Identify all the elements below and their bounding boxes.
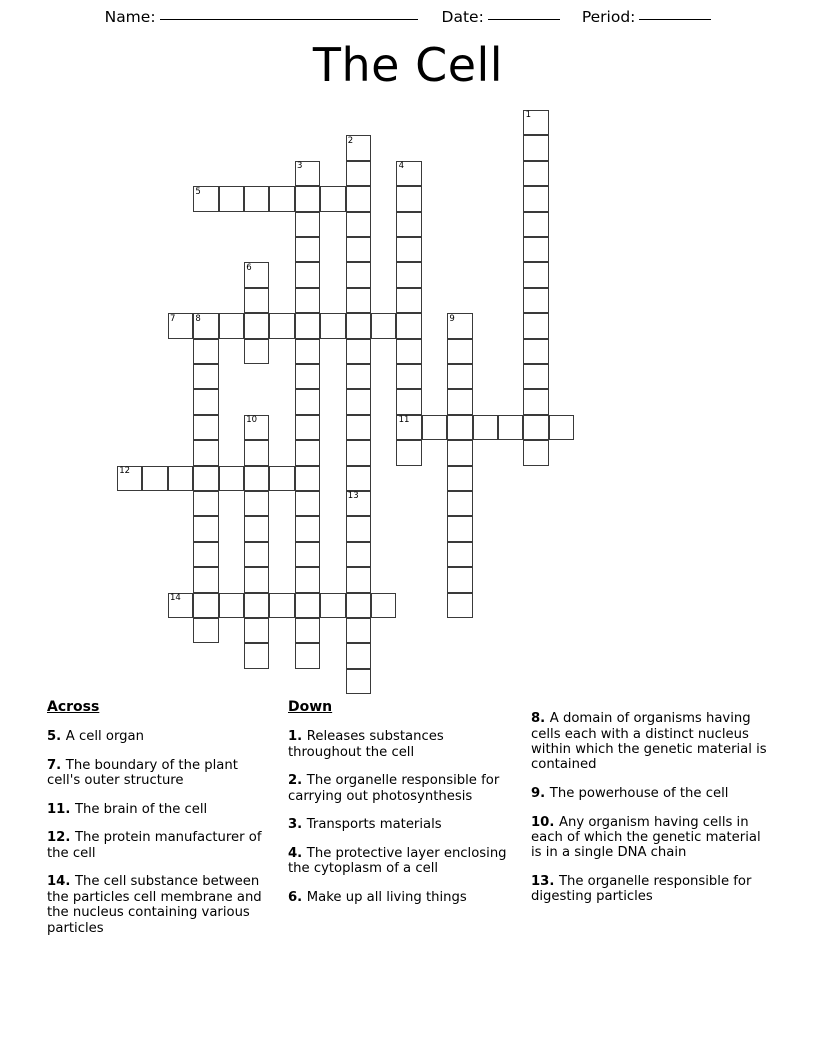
crossword-cell[interactable] xyxy=(396,440,421,465)
crossword-cell[interactable] xyxy=(396,389,421,414)
date-label: Date: xyxy=(441,8,484,26)
crossword-cell[interactable] xyxy=(295,491,320,516)
crossword-cell[interactable] xyxy=(295,313,320,338)
crossword-cell[interactable] xyxy=(447,440,472,465)
crossword-cell[interactable] xyxy=(396,237,421,262)
crossword-cell[interactable] xyxy=(447,415,472,440)
crossword-cell[interactable] xyxy=(193,440,218,465)
crossword-cell[interactable] xyxy=(244,643,269,668)
crossword-cell[interactable] xyxy=(244,466,269,491)
crossword-cell[interactable] xyxy=(193,339,218,364)
cell-number-9: 9 xyxy=(449,313,455,324)
crossword-cell[interactable] xyxy=(168,466,193,491)
clue-text: The organelle responsible for carrying out photosynthesis xyxy=(288,773,500,804)
crossword-cell[interactable] xyxy=(244,542,269,567)
crossword-cell[interactable] xyxy=(346,593,371,618)
crossword-cell[interactable] xyxy=(523,364,548,389)
crossword-cell[interactable] xyxy=(295,364,320,389)
cell-number-8: 8 xyxy=(195,313,201,324)
crossword-cell[interactable] xyxy=(523,288,548,313)
crossword-cell[interactable] xyxy=(193,313,218,338)
clue-number: 5. xyxy=(47,729,66,745)
crossword-cell[interactable] xyxy=(244,593,269,618)
crossword-cell[interactable] xyxy=(193,364,218,389)
crossword-cell[interactable] xyxy=(295,389,320,414)
crossword-cell[interactable] xyxy=(295,161,320,186)
crossword-cell[interactable] xyxy=(346,212,371,237)
crossword-cell[interactable] xyxy=(447,593,472,618)
crossword-cell[interactable] xyxy=(346,415,371,440)
crossword-cell[interactable] xyxy=(295,643,320,668)
crossword-cell[interactable] xyxy=(193,466,218,491)
crossword-cell[interactable] xyxy=(447,313,472,338)
name-label: Name: xyxy=(104,8,156,26)
clue-item xyxy=(288,817,520,832)
crossword-cell[interactable] xyxy=(244,288,269,313)
clue-item xyxy=(531,815,767,861)
crossword-cell[interactable] xyxy=(295,212,320,237)
cell-number-11: 11 xyxy=(398,415,410,426)
clue-text: The boundary of the plant cell's outer structure xyxy=(47,757,238,789)
crossword-cell[interactable] xyxy=(295,618,320,643)
crossword-cell[interactable] xyxy=(193,618,218,643)
crossword-cell[interactable] xyxy=(295,466,320,491)
clue-text: Any organism having cells in each of which the genetic material is in a single DNA chain xyxy=(531,814,761,861)
clue-item xyxy=(288,846,520,877)
crossword-cell[interactable] xyxy=(269,313,294,338)
crossword-cell[interactable] xyxy=(269,593,294,618)
crossword-cell[interactable] xyxy=(346,288,371,313)
crossword-cell[interactable] xyxy=(396,186,421,211)
crossword-cell[interactable] xyxy=(346,135,371,160)
crossword-cell[interactable] xyxy=(320,186,345,211)
clue-item xyxy=(531,874,767,905)
crossword-cell[interactable] xyxy=(346,440,371,465)
period-label: Period: xyxy=(581,8,636,26)
crossword-cell[interactable] xyxy=(346,618,371,643)
crossword-cell[interactable] xyxy=(193,186,218,211)
crossword-cell[interactable] xyxy=(295,237,320,262)
crossword-cell[interactable] xyxy=(269,186,294,211)
crossword-cell[interactable] xyxy=(346,186,371,211)
clue-number: 8. xyxy=(531,711,550,727)
crossword-cell[interactable] xyxy=(244,339,269,364)
across-heading: Across xyxy=(47,699,100,715)
clue-number: 3. xyxy=(288,817,307,833)
crossword-cell[interactable] xyxy=(447,339,472,364)
crossword-cell[interactable] xyxy=(447,466,472,491)
clue-item xyxy=(47,802,271,817)
clue-number: 1. xyxy=(288,729,307,745)
clue-number: 10. xyxy=(531,814,559,830)
crossword-cell[interactable] xyxy=(523,339,548,364)
crossword-cell[interactable] xyxy=(244,313,269,338)
crossword-cell[interactable] xyxy=(346,161,371,186)
clue-item xyxy=(47,729,271,744)
crossword-cell[interactable] xyxy=(523,237,548,262)
down-clue-list xyxy=(288,729,520,905)
crossword-cell[interactable] xyxy=(346,542,371,567)
across-clue-list xyxy=(47,729,271,936)
crossword-cell[interactable] xyxy=(346,262,371,287)
clue-text: Transports materials xyxy=(306,817,442,833)
clue-number: 2. xyxy=(288,773,307,789)
cell-number-3: 3 xyxy=(297,161,303,172)
crossword-cell[interactable] xyxy=(523,389,548,414)
clue-text: The organelle responsible for digesting particles xyxy=(531,874,752,905)
crossword-cell[interactable] xyxy=(396,161,421,186)
crossword-cell[interactable] xyxy=(219,593,244,618)
clue-item xyxy=(47,758,271,789)
crossword-cell[interactable] xyxy=(396,313,421,338)
clue-item xyxy=(531,711,767,773)
crossword-cell[interactable] xyxy=(346,643,371,668)
crossword-cell[interactable] xyxy=(269,466,294,491)
crossword-cell[interactable] xyxy=(142,466,167,491)
clue-item xyxy=(47,830,271,861)
crossword-cell[interactable] xyxy=(346,389,371,414)
crossword-cell[interactable] xyxy=(523,186,548,211)
clue-item xyxy=(288,890,520,905)
crossword-cell[interactable] xyxy=(168,313,193,338)
clue-number: 7. xyxy=(47,757,66,773)
crossword-cell[interactable] xyxy=(244,567,269,592)
down-clues-column xyxy=(288,698,520,911)
crossword-cell[interactable] xyxy=(447,516,472,541)
crossword-cell[interactable] xyxy=(346,313,371,338)
crossword-cell[interactable] xyxy=(523,440,548,465)
crossword-cell[interactable] xyxy=(523,135,548,160)
crossword-cell[interactable] xyxy=(346,364,371,389)
crossword-cell[interactable] xyxy=(295,262,320,287)
crossword-cell[interactable] xyxy=(371,593,396,618)
clue-item xyxy=(288,773,520,804)
crossword-cell[interactable] xyxy=(295,288,320,313)
clue-number: 6. xyxy=(288,889,307,905)
crossword-cell[interactable] xyxy=(244,440,269,465)
clue-number: 4. xyxy=(288,845,307,861)
crossword-cell[interactable] xyxy=(346,491,371,516)
crossword-cell[interactable] xyxy=(295,516,320,541)
clue-number: 13. xyxy=(531,874,559,889)
cell-number-13: 13 xyxy=(347,491,359,502)
crossword-cell[interactable] xyxy=(295,339,320,364)
page-title: The Cell xyxy=(312,38,504,92)
crossword-cell[interactable] xyxy=(117,466,142,491)
crossword-cell[interactable] xyxy=(498,415,523,440)
crossword-cell[interactable] xyxy=(193,491,218,516)
crossword-cell[interactable] xyxy=(295,440,320,465)
crossword-cell[interactable] xyxy=(346,567,371,592)
clue-text: Releases substances throughout the cell xyxy=(288,729,444,760)
crossword-cell[interactable] xyxy=(371,313,396,338)
crossword-cell[interactable] xyxy=(244,186,269,211)
across-clues-column xyxy=(47,698,271,942)
clue-text: The protein manufacturer of the cell xyxy=(47,830,262,861)
crossword-cell[interactable] xyxy=(193,567,218,592)
crossword-cell[interactable] xyxy=(523,161,548,186)
cell-number-7: 7 xyxy=(170,313,176,324)
cell-number-14: 14 xyxy=(170,593,181,603)
crossword-cell[interactable] xyxy=(244,491,269,516)
crossword-cell[interactable] xyxy=(346,237,371,262)
crossword-cell[interactable] xyxy=(346,339,371,364)
crossword-cell[interactable] xyxy=(396,288,421,313)
crossword-cell[interactable] xyxy=(447,491,472,516)
crossword-cell[interactable] xyxy=(295,186,320,211)
crossword-cell[interactable] xyxy=(244,415,269,440)
crossword-cell[interactable] xyxy=(346,669,371,694)
down-clues-column-continued xyxy=(531,698,767,911)
cell-number-12: 12 xyxy=(119,466,131,476)
crossword-cell[interactable] xyxy=(447,389,472,414)
crossword-cell[interactable] xyxy=(295,415,320,440)
crossword-cell[interactable] xyxy=(219,313,244,338)
cell-number-2: 2 xyxy=(347,135,354,146)
crossword-cell[interactable] xyxy=(523,110,548,135)
clue-number: 12. xyxy=(47,830,75,846)
crossword-cell[interactable] xyxy=(320,593,345,618)
crossword-cell[interactable] xyxy=(193,542,218,567)
crossword-cell[interactable] xyxy=(396,339,421,364)
crossword-cell[interactable] xyxy=(447,542,472,567)
down-clue-list-continued xyxy=(531,711,767,905)
crossword-cell[interactable] xyxy=(193,516,218,541)
crossword-cell[interactable] xyxy=(523,262,548,287)
cell-number-5: 5 xyxy=(195,186,201,197)
cell-number-4: 4 xyxy=(398,161,405,172)
cell-number-1: 1 xyxy=(525,110,532,121)
clue-number: 9. xyxy=(531,786,550,801)
crossword-cell[interactable] xyxy=(396,262,421,287)
clue-text: The powerhouse of the cell xyxy=(549,786,729,801)
crossword-cell[interactable] xyxy=(396,415,421,440)
clue-text: A cell organ xyxy=(65,729,144,745)
crossword-cell[interactable] xyxy=(219,466,244,491)
crossword-cell[interactable] xyxy=(447,567,472,592)
clue-item xyxy=(47,874,271,936)
crossword-cell[interactable] xyxy=(219,186,244,211)
clue-text: The brain of the cell xyxy=(74,801,208,817)
crossword-cell[interactable] xyxy=(193,415,218,440)
clue-text: Make up all living things xyxy=(306,889,467,905)
crossword-cell[interactable] xyxy=(244,618,269,643)
crossword-cell[interactable] xyxy=(396,364,421,389)
crossword-cell[interactable] xyxy=(523,212,548,237)
clue-item xyxy=(531,786,767,801)
crossword-cell[interactable] xyxy=(396,212,421,237)
crossword-cell[interactable] xyxy=(523,313,548,338)
crossword-cell[interactable] xyxy=(295,567,320,592)
crossword-cell[interactable] xyxy=(193,593,218,618)
crossword-cell[interactable] xyxy=(244,516,269,541)
clues-section xyxy=(0,698,816,998)
clue-text: The cell substance between the particles cell membrane and the nucleus containing various particles xyxy=(47,874,262,936)
crossword-cell[interactable] xyxy=(295,542,320,567)
clue-text: The protective layer enclosing the cytoplasm of a cell xyxy=(288,845,507,877)
crossword-cell[interactable] xyxy=(473,415,498,440)
clue-text: A domain of organisms having cells each with a distinct nucleus within which the genetic material is contained xyxy=(531,711,767,773)
clue-number: 11. xyxy=(47,801,75,817)
crossword-cell[interactable] xyxy=(346,466,371,491)
crossword-cell[interactable] xyxy=(422,415,447,440)
cell-number-6: 6 xyxy=(246,262,252,273)
crossword-cell[interactable] xyxy=(447,364,472,389)
crossword-cell[interactable] xyxy=(244,262,269,287)
down-heading: Down xyxy=(288,699,333,715)
clue-item xyxy=(288,729,520,760)
crossword-cell[interactable] xyxy=(168,593,193,618)
crossword-cell[interactable] xyxy=(320,313,345,338)
crossword-cell[interactable] xyxy=(295,593,320,618)
crossword-cell[interactable] xyxy=(523,415,548,440)
clue-number: 14. xyxy=(47,874,75,890)
crossword-cell[interactable] xyxy=(346,516,371,541)
crossword-cell[interactable] xyxy=(549,415,574,440)
crossword-cell[interactable] xyxy=(193,389,218,414)
cell-number-10: 10 xyxy=(246,415,258,426)
